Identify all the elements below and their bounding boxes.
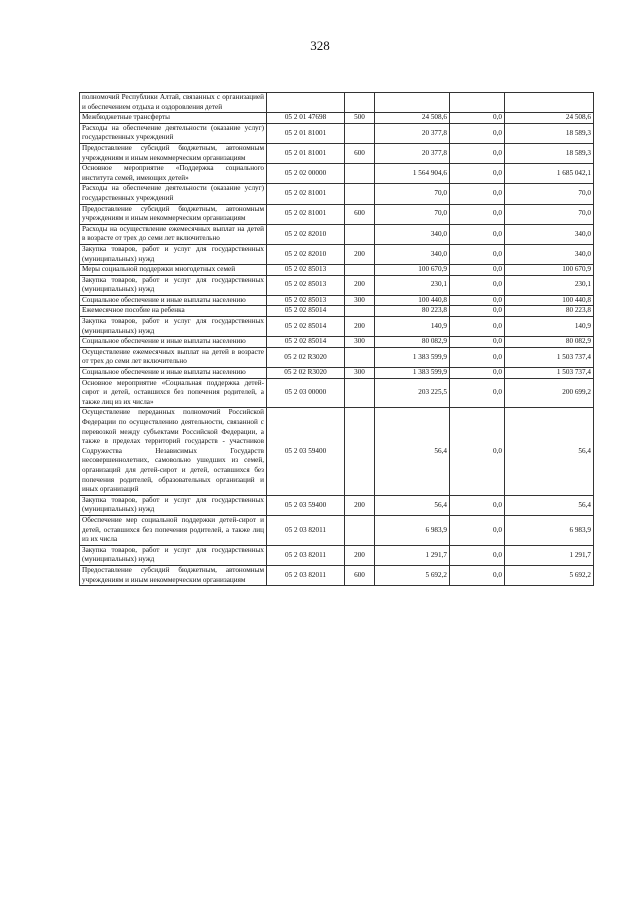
table-row — [80, 495, 594, 515]
row-amount-2: 0,0 — [450, 337, 505, 348]
row-amount-1: 230,1 — [375, 275, 450, 295]
row-expense-type: 200 — [345, 275, 375, 295]
row-expense-type: 300 — [345, 295, 375, 306]
row-amount-1: 1 383 599,9 — [375, 347, 450, 367]
table-row — [80, 204, 594, 224]
row-name: Предоставление субсидий бюджетным, автономным учреждениям и иным некоммерческим организациям — [80, 565, 267, 585]
row-name: Осуществление ежемесячных выплат на детей в возрасте от трех до семи лет включительно — [80, 347, 267, 367]
row-target-code: 05 2 03 82011 — [267, 545, 345, 565]
row-target-code: 05 2 02 85013 — [267, 295, 345, 306]
row-amount-3: 24 508,6 — [505, 113, 594, 124]
row-amount-1: 203 225,5 — [375, 378, 450, 408]
row-amount-1: 100 440,8 — [375, 295, 450, 306]
table-row — [80, 184, 594, 204]
row-amount-2: 0,0 — [450, 317, 505, 337]
row-name: Закупка товаров, работ и услуг для государственных (муниципальных) нужд — [80, 317, 267, 337]
row-expense-type — [345, 347, 375, 367]
row-expense-type — [345, 164, 375, 184]
row-expense-type — [345, 408, 375, 495]
row-amount-1: 24 508,6 — [375, 113, 450, 124]
row-expense-type: 300 — [345, 337, 375, 348]
table-row — [80, 317, 594, 337]
row-amount-3: 200 699,2 — [505, 378, 594, 408]
row-amount-2: 0,0 — [450, 164, 505, 184]
row-name: Обеспечение мер социальной поддержки детей-сирот и детей, оставшихся без попечения родителей, а также лиц из их числа — [80, 515, 267, 545]
row-name: Социальное обеспечение и иные выплаты населению — [80, 368, 267, 379]
row-target-code: 05 2 03 59400 — [267, 408, 345, 495]
row-target-code: 05 2 01 81001 — [267, 143, 345, 163]
row-name: Меры социальной поддержки многодетных семей — [80, 265, 267, 276]
row-target-code: 05 2 02 85014 — [267, 306, 345, 317]
row-expense-type — [345, 265, 375, 276]
page-number: 328 — [310, 38, 330, 53]
table-row — [80, 368, 594, 379]
row-name: Предоставление субсидий бюджетным, автономным учреждениям и иным некоммерческим организациям — [80, 204, 267, 224]
row-amount-3 — [505, 93, 594, 113]
row-expense-type: 200 — [345, 545, 375, 565]
row-amount-3: 70,0 — [505, 184, 594, 204]
row-expense-type: 200 — [345, 317, 375, 337]
row-name: Межбюджетные трансферты — [80, 113, 267, 124]
row-name: Основное мероприятие «Социальная поддержка детей-сирот и детей, оставшихся без попечения родителей, а также лиц из их числа» — [80, 378, 267, 408]
row-target-code: 05 2 02 82010 — [267, 224, 345, 244]
row-amount-2: 0,0 — [450, 184, 505, 204]
table-row — [80, 164, 594, 184]
row-amount-3: 340,0 — [505, 244, 594, 264]
row-amount-3: 1 503 737,4 — [505, 368, 594, 379]
row-amount-3: 230,1 — [505, 275, 594, 295]
row-amount-1: 20 377,8 — [375, 143, 450, 163]
row-amount-3: 18 589,3 — [505, 123, 594, 143]
row-amount-2: 0,0 — [450, 123, 505, 143]
row-amount-3: 340,0 — [505, 224, 594, 244]
row-target-code: 05 2 02 85014 — [267, 337, 345, 348]
row-expense-type: 200 — [345, 244, 375, 264]
row-target-code: 05 2 02 R3020 — [267, 368, 345, 379]
table-row — [80, 93, 594, 113]
row-name: Основное мероприятие «Поддержка социального института семей, имеющих детей» — [80, 164, 267, 184]
row-amount-1: 5 692,2 — [375, 565, 450, 585]
row-target-code: 05 2 03 00000 — [267, 378, 345, 408]
row-expense-type — [345, 93, 375, 113]
row-amount-1: 140,9 — [375, 317, 450, 337]
row-amount-2: 0,0 — [450, 378, 505, 408]
row-target-code: 05 2 02 81001 — [267, 184, 345, 204]
row-amount-1: 1 564 904,6 — [375, 164, 450, 184]
row-amount-2: 0,0 — [450, 347, 505, 367]
row-amount-1: 340,0 — [375, 224, 450, 244]
row-expense-type — [345, 515, 375, 545]
row-target-code: 05 2 02 85013 — [267, 275, 345, 295]
row-name: Закупка товаров, работ и услуг для государственных (муниципальных) нужд — [80, 545, 267, 565]
row-amount-1: 100 670,9 — [375, 265, 450, 276]
row-amount-2: 0,0 — [450, 295, 505, 306]
row-expense-type: 500 — [345, 113, 375, 124]
row-amount-1 — [375, 93, 450, 113]
budget-table-body — [80, 93, 594, 586]
row-target-code: 05 2 01 81001 — [267, 123, 345, 143]
row-amount-3: 6 983,9 — [505, 515, 594, 545]
row-target-code: 05 2 01 47698 — [267, 113, 345, 124]
row-target-code: 05 2 02 85014 — [267, 317, 345, 337]
row-expense-type: 600 — [345, 143, 375, 163]
row-expense-type — [345, 306, 375, 317]
row-amount-2: 0,0 — [450, 275, 505, 295]
row-target-code: 05 2 03 59400 — [267, 495, 345, 515]
row-amount-3: 100 670,9 — [505, 265, 594, 276]
row-amount-3: 5 692,2 — [505, 565, 594, 585]
row-name: Закупка товаров, работ и услуг для государственных (муниципальных) нужд — [80, 275, 267, 295]
row-amount-3: 56,4 — [505, 495, 594, 515]
table-row — [80, 275, 594, 295]
row-name: Закупка товаров, работ и услуг для государственных (муниципальных) нужд — [80, 495, 267, 515]
row-target-code — [267, 93, 345, 113]
table-row — [80, 337, 594, 348]
row-name: Социальное обеспечение и иные выплаты населению — [80, 295, 267, 306]
row-amount-2: 0,0 — [450, 495, 505, 515]
row-amount-2: 0,0 — [450, 224, 505, 244]
row-expense-type: 200 — [345, 495, 375, 515]
row-amount-2: 0,0 — [450, 515, 505, 545]
row-amount-2: 0,0 — [450, 113, 505, 124]
row-expense-type: 600 — [345, 204, 375, 224]
row-amount-3: 70,0 — [505, 204, 594, 224]
row-amount-2: 0,0 — [450, 565, 505, 585]
table-row — [80, 224, 594, 244]
row-amount-3: 18 589,3 — [505, 143, 594, 163]
row-amount-1: 1 291,7 — [375, 545, 450, 565]
row-expense-type: 300 — [345, 368, 375, 379]
row-amount-2: 0,0 — [450, 306, 505, 317]
table-row — [80, 565, 594, 585]
row-amount-2: 0,0 — [450, 368, 505, 379]
row-amount-3: 1 503 737,4 — [505, 347, 594, 367]
row-amount-2: 0,0 — [450, 265, 505, 276]
table-row — [80, 347, 594, 367]
row-expense-type — [345, 184, 375, 204]
row-name: Осуществление переданных полномочий Российской Федерации по осуществлению деятельности, связанной с перевозкой между субъектами Российской Федерации, а также в пределах территорий государств - участников Содружества Независимых Государств несовершеннолетних, самовольно ушедших из семей, организаций для детей-сирот и детей, оставшихся без попечения родителей, образовательных организаций и иных организаций — [80, 408, 267, 495]
table-row — [80, 545, 594, 565]
table-row — [80, 265, 594, 276]
row-amount-3: 80 223,8 — [505, 306, 594, 317]
row-amount-1: 340,0 — [375, 244, 450, 264]
row-name: Расходы на обеспечение деятельности (оказание услуг) государственных учреждений — [80, 184, 267, 204]
row-expense-type — [345, 378, 375, 408]
budget-table — [79, 92, 594, 586]
row-name: Закупка товаров, работ и услуг для государственных (муниципальных) нужд — [80, 244, 267, 264]
row-amount-1: 80 223,8 — [375, 306, 450, 317]
row-amount-3: 80 082,9 — [505, 337, 594, 348]
row-amount-2: 0,0 — [450, 143, 505, 163]
row-amount-3: 140,9 — [505, 317, 594, 337]
row-name: Социальное обеспечение и иные выплаты населению — [80, 337, 267, 348]
table-row — [80, 378, 594, 408]
row-amount-2: 0,0 — [450, 244, 505, 264]
row-target-code: 05 2 02 85013 — [267, 265, 345, 276]
row-target-code: 05 2 03 82011 — [267, 515, 345, 545]
table-row — [80, 306, 594, 317]
row-target-code: 05 2 02 00000 — [267, 164, 345, 184]
row-name: Предоставление субсидий бюджетным, автономным учреждениям и иным некоммерческим организациям — [80, 143, 267, 163]
row-amount-2: 0,0 — [450, 204, 505, 224]
table-row — [80, 113, 594, 124]
row-target-code: 05 2 03 82011 — [267, 565, 345, 585]
row-name: Расходы на обеспечение деятельности (оказание услуг) государственных учреждений — [80, 123, 267, 143]
table-row — [80, 123, 594, 143]
row-name: Расходы на осуществление ежемесячных выплат на детей в возрасте от трех до семи лет включительно — [80, 224, 267, 244]
row-name: полномочий Республики Алтай, связанных с организацией и обеспечением отдыха и оздоровления детей — [80, 93, 267, 113]
row-amount-3: 100 440,8 — [505, 295, 594, 306]
row-amount-2 — [450, 93, 505, 113]
row-expense-type — [345, 123, 375, 143]
row-amount-1: 56,4 — [375, 408, 450, 495]
row-amount-3: 1 291,7 — [505, 545, 594, 565]
row-amount-3: 56,4 — [505, 408, 594, 495]
table-row — [80, 244, 594, 264]
table-row — [80, 143, 594, 163]
row-expense-type — [345, 224, 375, 244]
row-amount-1: 56,4 — [375, 495, 450, 515]
table-row — [80, 295, 594, 306]
row-amount-1: 80 082,9 — [375, 337, 450, 348]
row-amount-3: 1 685 042,1 — [505, 164, 594, 184]
table-row — [80, 408, 594, 495]
row-amount-2: 0,0 — [450, 545, 505, 565]
row-amount-1: 1 383 599,9 — [375, 368, 450, 379]
row-amount-1: 70,0 — [375, 184, 450, 204]
row-target-code: 05 2 02 R3020 — [267, 347, 345, 367]
row-amount-1: 6 983,9 — [375, 515, 450, 545]
row-target-code: 05 2 02 82010 — [267, 244, 345, 264]
row-target-code: 05 2 02 81001 — [267, 204, 345, 224]
row-amount-1: 20 377,8 — [375, 123, 450, 143]
row-name: Ежемесячное пособие на ребенка — [80, 306, 267, 317]
table-row — [80, 515, 594, 545]
row-amount-1: 70,0 — [375, 204, 450, 224]
row-amount-2: 0,0 — [450, 408, 505, 495]
row-expense-type: 600 — [345, 565, 375, 585]
